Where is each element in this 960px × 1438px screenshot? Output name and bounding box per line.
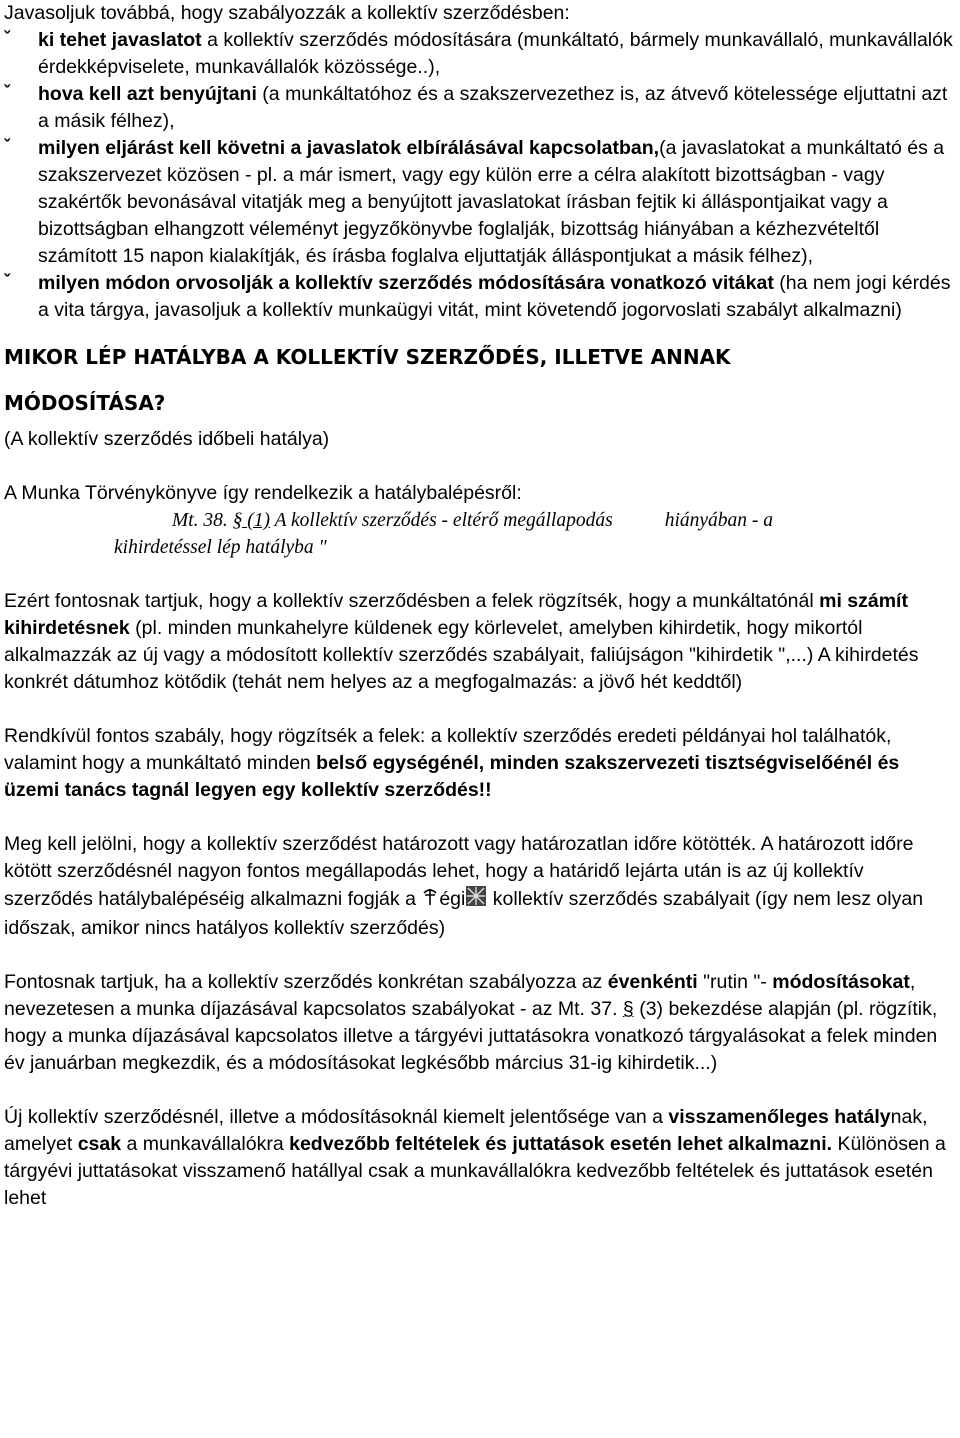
bold-run: csak <box>77 1133 122 1155</box>
bullet-mark-icon: ˇ <box>4 136 10 156</box>
list-item <box>4 27 956 81</box>
bold-run: visszamenőleges hatály <box>668 1106 891 1128</box>
quote-line-2: kihirdetéssel lép hatályba " <box>114 537 327 558</box>
text-run: (3) bekezdése alapján (pl. rögzítik, hogy a munka díjazásával kapcsolatos illetve a tárgyévi juttatásokra vonatkozó tárgyalásokat a felek minden év januárban megkezdik, és a módosításokat legkésőbb március 31-ig kihirdetik...) <box>4 998 938 1074</box>
bullet-bold-text: milyen módon orvosolják a kollektív szerződés módosítására vonatkozó vitákat <box>38 272 774 294</box>
bullet-text: (a javaslatokat a munkáltató és a szakszervezet közösen - pl. a már ismert, vagy egy külön erre a célra alakított bizottságban - vagy szakértők bevonásával vitatják meg a benyújtott javaslatokat írásban fejtik ki álláspontjaikat vagy a bizottságban elhangzott véleményt jegyzőkönyvbe foglalják, bizottság hiányában a kézhezvételtől számított 15 napon kialakítják, és írásba foglalva eljuttatják álláspontjukat a másik félhez), <box>38 137 945 267</box>
bullet-mark-icon: ˇ <box>4 28 10 48</box>
paragraph-idotartam <box>4 831 956 942</box>
bullet-bold-text: ki tehet javaslatot <box>38 29 202 51</box>
text-run: Új kollektív szerződésnél, illetve a módosításoknál kiemelt jelentősége van a <box>4 1106 669 1128</box>
broken-glyph-icon <box>465 885 487 915</box>
bullet-mark-icon: ˇ <box>4 82 10 102</box>
quote-ref: Mt. 38. <box>172 510 228 531</box>
bullet-list <box>4 27 956 324</box>
text-run: Különösen a tárgyévi juttatásokat visszamenő hatállyal csak a munkavállalókra kedvezőbb feltételek és juttatások esetén lehet <box>4 1133 946 1209</box>
quote-paragraph: § (1) <box>232 510 271 531</box>
bullet-mark-icon: ˇ <box>4 271 10 291</box>
text-run: kollektív szerződés szabályait (így nem lesz olyan időszak, amikor nincs hatályos kollektív szerződés) <box>4 888 924 939</box>
bullet-text: (ha nem jogi kérdés a vita tárgya, javasoljuk a kollektív munkaügyi vitát, mint követendő jogorvoslati szabályt alkalmazni) <box>38 272 951 321</box>
document-page <box>4 0 956 1212</box>
text-run: Meg kell jelölni, hogy a kollektív szerződést határozott vagy határozatlan időre kötötték. A határozott időre kötött szerződésnél nagyon fontos megállapodás lehet, hogy a határidő lejárta után is az új kollektív szerződés hatálybalépéséig alkalmazni fogják a <box>4 833 914 910</box>
text-run: égi <box>439 888 466 910</box>
paragraph-kihirdetes <box>4 588 956 696</box>
text-run: Rendkívül fontos szabály, hogy rögzítsék a felek: a kollektív szerződés eredeti példányai hol találhatók, valamint hogy a munkáltató minden <box>4 725 892 774</box>
list-item <box>4 270 956 324</box>
section-heading <box>4 334 956 426</box>
intro-text: Javasoljuk továbbá, hogy szabályozzák a kollektív szerződésben: <box>4 2 570 24</box>
bold-run: mi számít kihirdetésnek <box>4 590 908 639</box>
bold-run: kedvezőbb feltételek és juttatások esetén lehet alkalmazni. <box>289 1133 833 1155</box>
bullet-bold-text: milyen eljárást kell követni a javaslatok elbírálásával kapcsolatban, <box>38 137 660 159</box>
bullet-bold-text: hova kell azt benyújtani <box>38 83 257 105</box>
quote-text-a: A kollektív szerződés - eltérő megállapodás <box>270 510 613 531</box>
bullet-text: (a munkáltatóhoz és a szakszervezethez is, az átvevő kötelessége eljuttatni azt a másik félhez), <box>38 83 948 132</box>
paragraph-evenkenti <box>4 969 956 1077</box>
paragraph-peldanyok <box>4 723 956 804</box>
heading-line-1: MIKOR LÉP HATÁLYBA A KOLLEKTÍV SZERZŐDÉS, ILLETVE ANNAK <box>4 345 731 369</box>
text-run: Ezért fontosnak tartjuk, hogy a kollektív szerződésben a felek rögzítsék, hogy a munkáltatónál <box>4 590 820 612</box>
mt-intro: A Munka Törvénykönyve így rendelkezik a hatálybalépésről: <box>4 482 522 504</box>
broken-glyph-icon <box>421 887 439 915</box>
paragraph-visszamenoleges <box>4 1104 956 1212</box>
bold-run: belső egységénél, minden szakszervezeti tisztségviselőénél és üzemi tanács tagnál legyen egy kollektív szerződés!! <box>4 752 900 801</box>
text-run: "rutin "- <box>697 971 773 993</box>
text-run: , nevezetesen a munka díjazásával kapcsolatos szabályokat - az Mt. 37. <box>4 971 916 1020</box>
heading-line-2: MÓDOSÍTÁSA? <box>4 391 166 415</box>
bullet-text: a kollektív szerződés módosítására (munkáltató, bármely munkavállaló, munkavállalók érdekképviselete, munkavállalók közössége..), <box>38 29 953 78</box>
section-sign: § <box>622 998 634 1020</box>
list-item <box>4 135 956 270</box>
quote-text-b: hiányában - a <box>664 510 774 531</box>
text-run: Fontosnak tartjuk, ha a kollektív szerződés konkrétan szabályozza az <box>4 971 608 993</box>
bold-run: módosításokat <box>772 971 910 993</box>
text-run: nak, amelyet <box>4 1106 928 1155</box>
text-run: (pl. minden munkahelyre küldenek egy körlevelet, amelyben kihirdetik, hogy mikortól alkalmazzák az új vagy a módosított kollektív szerződés szabályait, faliújságon "kihirdetik ",...) A kihirdetés konkrét dátumhoz kötődik (tehát nem helyes az a megfogalmazás: a jövő hét keddtől) <box>4 617 919 693</box>
text-run: a munkavállalókra <box>121 1133 290 1155</box>
law-quote <box>4 507 956 561</box>
bold-run: évenkénti <box>607 971 698 993</box>
list-item <box>4 81 956 135</box>
subheading: (A kollektív szerződés időbeli hatálya) <box>4 428 330 450</box>
